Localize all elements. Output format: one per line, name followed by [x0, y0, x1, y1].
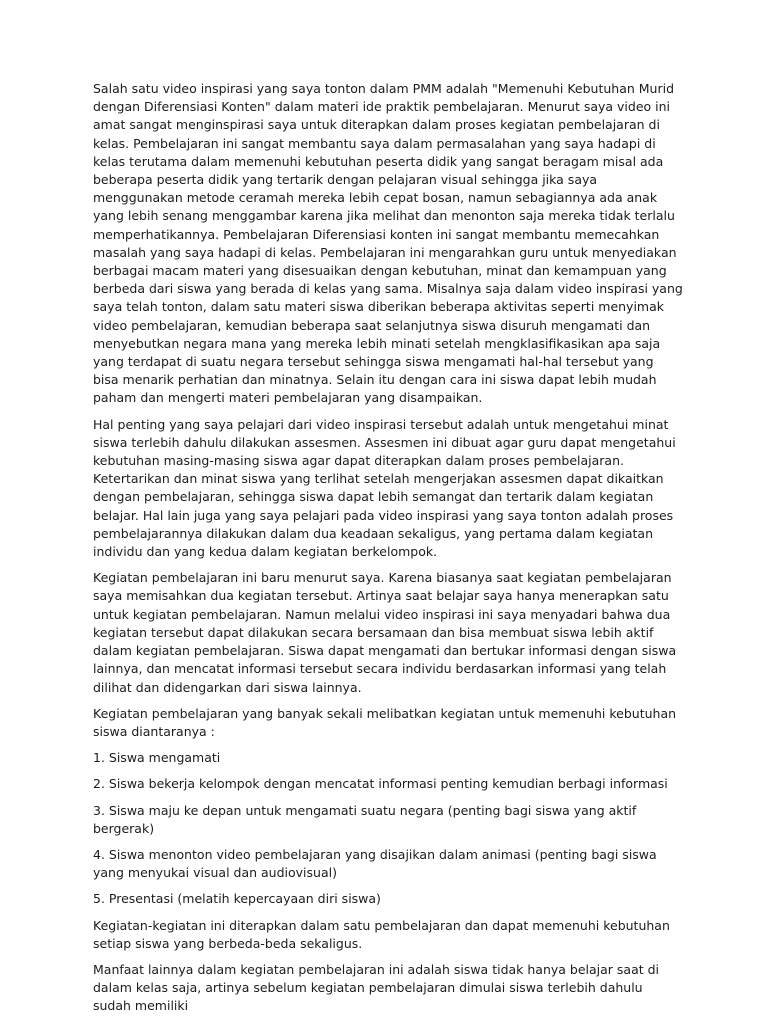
paragraph-hal-penting: Hal penting yang saya pelajari dari video inspirasi tersebut adalah untuk mengetahui minat siswa terlebih dahulu dilakukan assesmen. Assesmen ini dibuat agar guru dapat mengetahui kebutuhan masing-masing siswa agar dapat diterapkan dalam proses pembelajaran. Ketertarikan dan minat siswa yang terlihat setelah mengerjakan assesmen dapat dikaitkan dengan pembelajaran, sehingga siswa dapat lebih semangat dan tertarik dalam kegiatan belajar. Hal lain juga yang saya pelajari pada video inspirasi yang saya tonton adalah proses pembelajarannya dilakukan dalam dua keadaan sekaligus, yang pertama dalam kegiatan individu dan yang kedua dalam kegiatan berkelompok.	[93, 416, 676, 560]
list-item-2: 2. Siswa bekerja kelompok dengan mencatat informasi penting kemudian berbagi informasi	[93, 776, 668, 792]
paragraph-manfaat: Manfaat lainnya dalam kegiatan pembelajaran ini adalah siswa tidak hanya belajar saat di dalam kelas saja, artinya sebelum kegiatan pembelajaran dimulai siswa terlebih dahulu sudah memiliki	[93, 961, 660, 1014]
list-item-5: 5. Presentasi (melatih kepercayaan diri siswa)	[93, 891, 381, 907]
list-item-4: 4. Siswa menonton video pembelajaran yang disajikan dalam animasi (penting bagi siswa yang menyukai visual dan audiovisual)	[93, 846, 657, 881]
paragraph-kegiatan-baru: Kegiatan pembelajaran ini baru menurut saya. Karena biasanya saat kegiatan pembelajaran saya memisahkan dua kegiatan tersebut. Artinya saat belajar saya hanya menerapkan satu untuk kegiatan pembelajaran. Namun melalui video inspirasi ini saya menyadari bahwa dua kegiatan tersebut dapat dilakukan secara bersamaan dan bisa membuat siswa lebih aktif dalam kegiatan pembelajaran. Siswa dapat mengamati dan bertukar informasi dengan siswa lainnya, dan mencatat informasi tersebut secara individu berdasarkan informasi yang telah dilihat dan didengarkan dari siswa lainnya.	[93, 570, 677, 695]
list-item-3: 3. Siswa maju ke depan untuk mengamati suatu negara (penting bagi siswa yang aktif bergerak)	[93, 802, 637, 836]
list-item-1: 1. Siswa mengamati	[93, 750, 221, 766]
document-page	[93, 80, 683, 1024]
paragraph-list-intro: Kegiatan pembelajaran yang banyak sekali melibatkan kegiatan untuk memenuhi kebutuhan siswa diantaranya :	[93, 705, 677, 739]
paragraph-video-inspirasi: Salah satu video inspirasi yang saya tonton dalam PMM adalah "Memenuhi Kebutuhan Murid dengan Diferensiasi Konten" dalam materi ide praktik pembelajaran. Menurut saya video ini amat sangat menginspirasi saya untuk diterapkan dalam proses kegiatan pembelajaran di kelas. Pembelajaran ini sangat membantu saya dalam permasalahan yang saya hadapi di kelas terutama dalam memenuhi kebutuhan peserta didik yang sangat beragam misal ada beberapa peserta didik yang tertarik dengan pelajaran visual sehingga jika saya menggunakan metode ceramah mereka lebih cepat bosan, namun sebagiannya ada anak yang lebih senang menggambar karena jika melihat dan menonton saja mereka tidak terlalu memperhatikannya. Pembelajaran Diferensiasi konten ini sangat membantu memecahkan masalah yang saya hadapi di kelas. Pembelajaran ini mengarahkan guru untuk menyediakan berbagai macam materi yang disesuaikan dengan kebutuhan, minat dan kemampuan yang berbeda dari siswa yang berada di kelas yang sama. Misalnya saja dalam video inspirasi yang saya telah tonton, dalam satu materi siswa diberikan beberapa aktivitas seperti menyimak video pembelajaran, kemudian beberapa saat selanjutnya siswa disuruh mengamati dan menyebutkan negara mana yang mereka lebih minati setelah mengklasifikasikan apa saja yang terdapat di suatu negara tersebut sehingga siswa mengamati hal-hal tersebut yang bisa menarik perhatian dan minatnya. Selain itu dengan cara ini siswa dapat lebih mudah paham dan mengerti materi pembelajaran yang disampaikan.	[93, 81, 683, 406]
paragraph-kegiatan-diterapkan: Kegiatan-kegiatan ini diterapkan dalam satu pembelajaran dan dapat memenuhi kebutuhan setiap siswa yang berbeda-beda sekaligus.	[93, 917, 670, 951]
